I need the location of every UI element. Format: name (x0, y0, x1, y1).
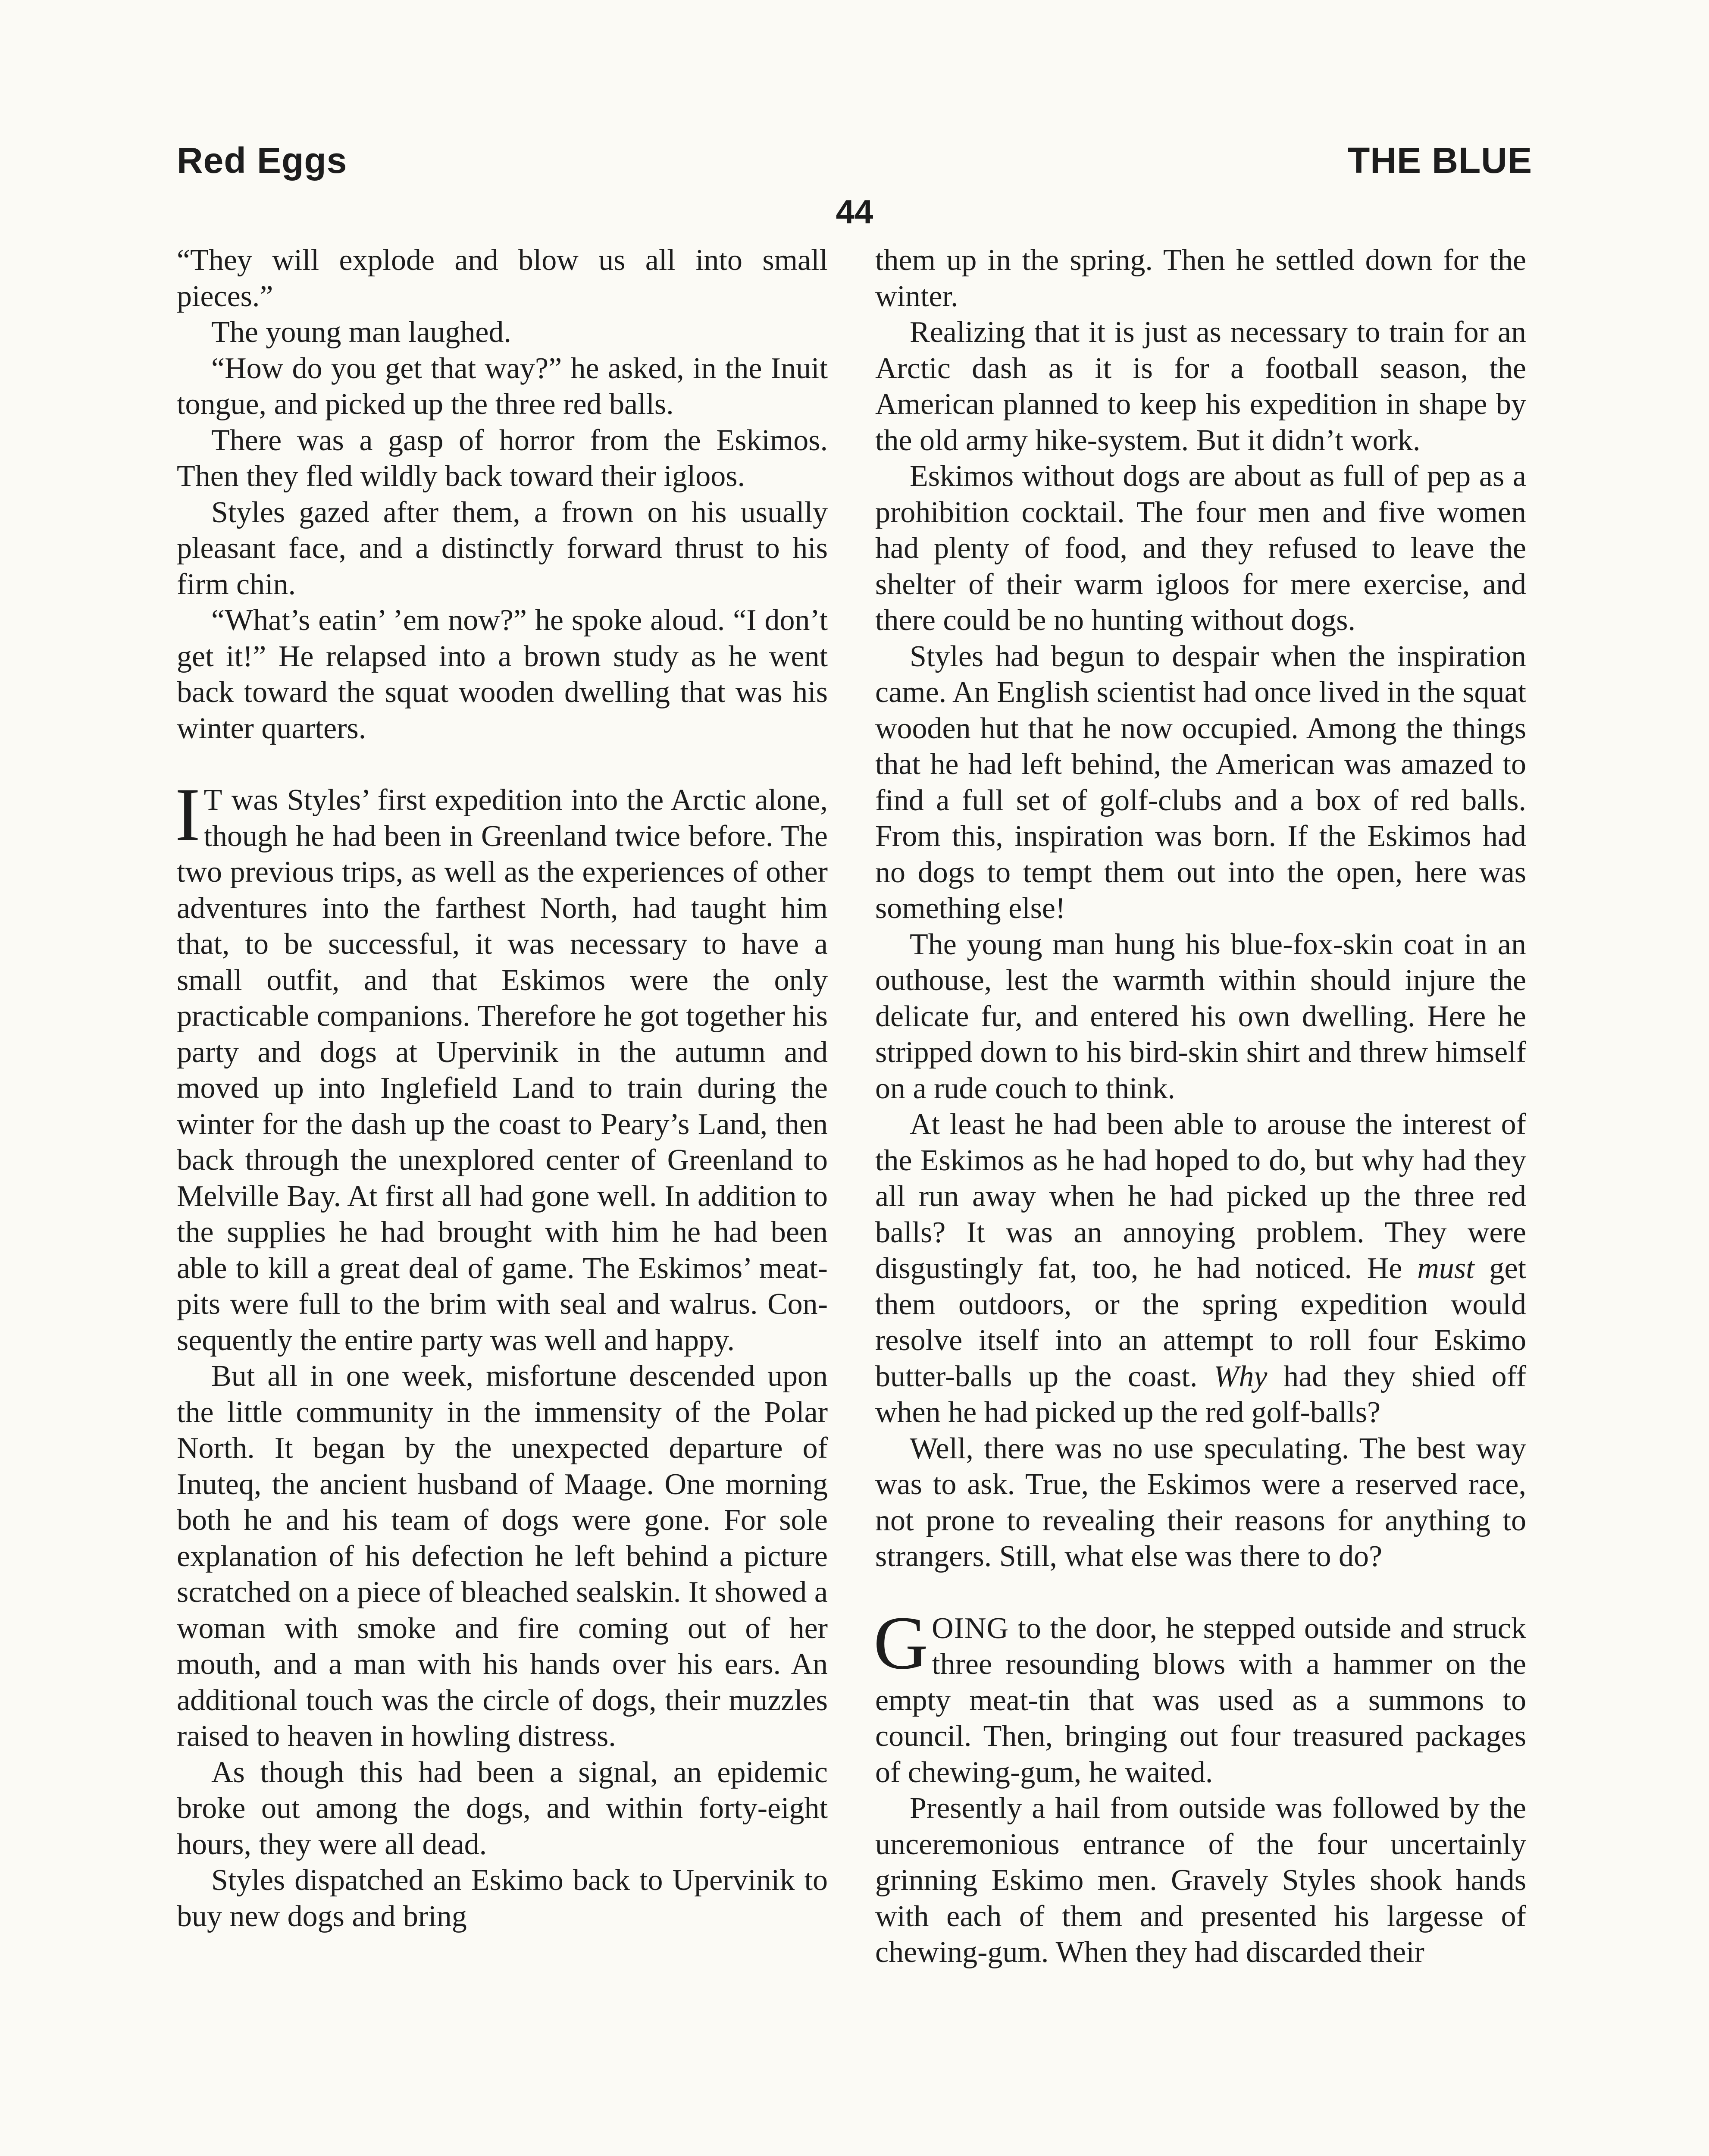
paragraph: As though this had been a signal, an epidemic broke out among the dogs, and within forty-eight hours, they were all dead. (177, 1755, 828, 1861)
right-text-column (875, 242, 1526, 1971)
emphasized-word: must (1417, 1252, 1474, 1285)
paragraph: Presently a hail from outside was followed by the unceremonious entrance of the four uncertainly grinning Eskimo men. Gravely Styles shook hands with each of them and presented his largesse of chewing-gum. When they had discarded their (875, 1792, 1526, 1969)
paragraph-continued: them up in the spring. Then he settled down for the winter. (875, 244, 1526, 313)
paragraph-text: to the door, he stepped outside and struck three resounding blows with a hammer on the empty meat-tin that was used as a summons to council. Then, bringing out four treasured packages of chewing-gum, he waited. (875, 1611, 1526, 1789)
drop-cap: G (873, 1601, 929, 1685)
section-start-paragraph (175, 773, 828, 1358)
paragraph: Well, there was no use speculating. The best way was to ask. True, the Eskimos were a reserved race, not prone to revealing their reasons for anything to strangers. Still, what else was there to do? (875, 1432, 1526, 1573)
paragraph: “How do you get that way?” he asked, in the Inuit tongue, and picked up the three red balls. (177, 351, 828, 421)
paragraph (875, 1106, 1526, 1431)
paragraph-continued: “They will explode and blow us all into small pieces.” (177, 244, 828, 313)
drop-cap: I (175, 773, 200, 857)
magazine-title: THE BLUE (1348, 140, 1532, 181)
paragraph: But all in one week, misfortune descended upon the little community in the immensity of the Polar North. It began by the unexpected departure of Inuteq, the ancient husband of Maage. One morning both he and his team of dogs were gone. For sole explanation of his defection he left behind a picture scratched on a piece of bleached sealskin. It showed a woman with smoke and fire coming out of her mouth, and a man with his hands over his ears. An additional touch was the circle of dogs, their muzzles raised to heaven in howling distress. (177, 1360, 828, 1753)
paragraph: Styles had begun to despair when the inspiration came. An English scientist had once lived in the squat wooden hut that he now occupied. Among the things that he had left behind, the American was amazed to find a full set of golf-clubs and a box of red balls. From this, inspiration was born. If the Eskimos had no dogs to tempt them out into the open, here was something else! (875, 639, 1526, 925)
story-title: Red Eggs (177, 140, 347, 181)
paragraph: Realizing that it is just as necessary to train for an Arctic dash as it is for a football season, the American planned to keep his expedition in shape by the old army hike-system. But it didn’t work. (875, 316, 1526, 457)
paragraph: Styles dispatched an Eskimo back to Upervinik to buy new dogs and bring (177, 1864, 828, 1933)
section-start-paragraph (873, 1601, 1526, 1791)
paragraph-text: had they shied off when he had picked up the red golf-balls? (875, 1360, 1526, 1429)
paragraph: The young man hung his blue-fox-skin coat in an outhouse, lest the warmth within should injure the delicate fur, and entered his own dwelling. Here he stripped down to his bird-skin shirt and threw himself on a rude couch to think. (875, 928, 1526, 1105)
left-text-column (177, 242, 828, 1934)
paragraph: The young man laughed. (211, 316, 511, 349)
paragraph: Styles gazed after them, a frown on his usually pleasant face, and a distinctly forward thrust to his firm chin. (177, 495, 828, 601)
paragraph-text: At least he had been able to arouse the interest of the Eskimos as he had hoped to do, but why had they all run away when he had picked up the three red balls? It was an annoying problem. They were disgustingly fat, too, he had noticed. He (875, 1108, 1526, 1285)
paragraph: There was a gasp of horror from the Eskimos. Then they fled wildly back toward their igloos. (177, 423, 828, 493)
page-number: 44 (836, 193, 873, 231)
drop-cap-lead-letters: T (203, 783, 223, 817)
drop-cap-lead-letters: OING (932, 1611, 1009, 1645)
paragraph: Eskimos without dogs are about as full of pep as a prohibition cocktail. The four men and five women had plenty of food, and they refused to leave the shelter of their warm igloos for mere exercise, and there could be no hunting without dogs. (875, 460, 1526, 637)
paragraph-text: was Styles’ first expedition into the Arctic alone, though he had been in Greenland twice before. The two previous trips, as well as the experiences of other adventures into the farthest North, had taught him that, to be successful, it was necessary to have a small outfit, and that Eskimos were the only practicable companions. Therefore he got together his party and dogs at Upervinik in the autumn and moved up into Inglefield Land to train during the winter for the dash up the coast to Peary’s Land, then back through the unexplored center of Greenland to Melville Bay. At first all had gone well. In addition to the supplies he had brought with him he had been able to kill a great deal of game. The Eskimos’ meat-pits were full to the brim with seal and walrus. Consequently the entire party was well and happy. (177, 783, 828, 1357)
paragraph-text: get them outdoors, or the spring expedition would resolve itself into an attempt to roll four Eskimo butter-balls up the coast. (875, 1252, 1526, 1393)
paragraph: “What’s eatin’ ’em now?” he spoke aloud. “I don’t get it!” He relapsed into a brown study as he went back toward the squat wooden dwelling that was his winter quarters. (177, 604, 828, 745)
emphasized-word: Why (1214, 1360, 1268, 1393)
